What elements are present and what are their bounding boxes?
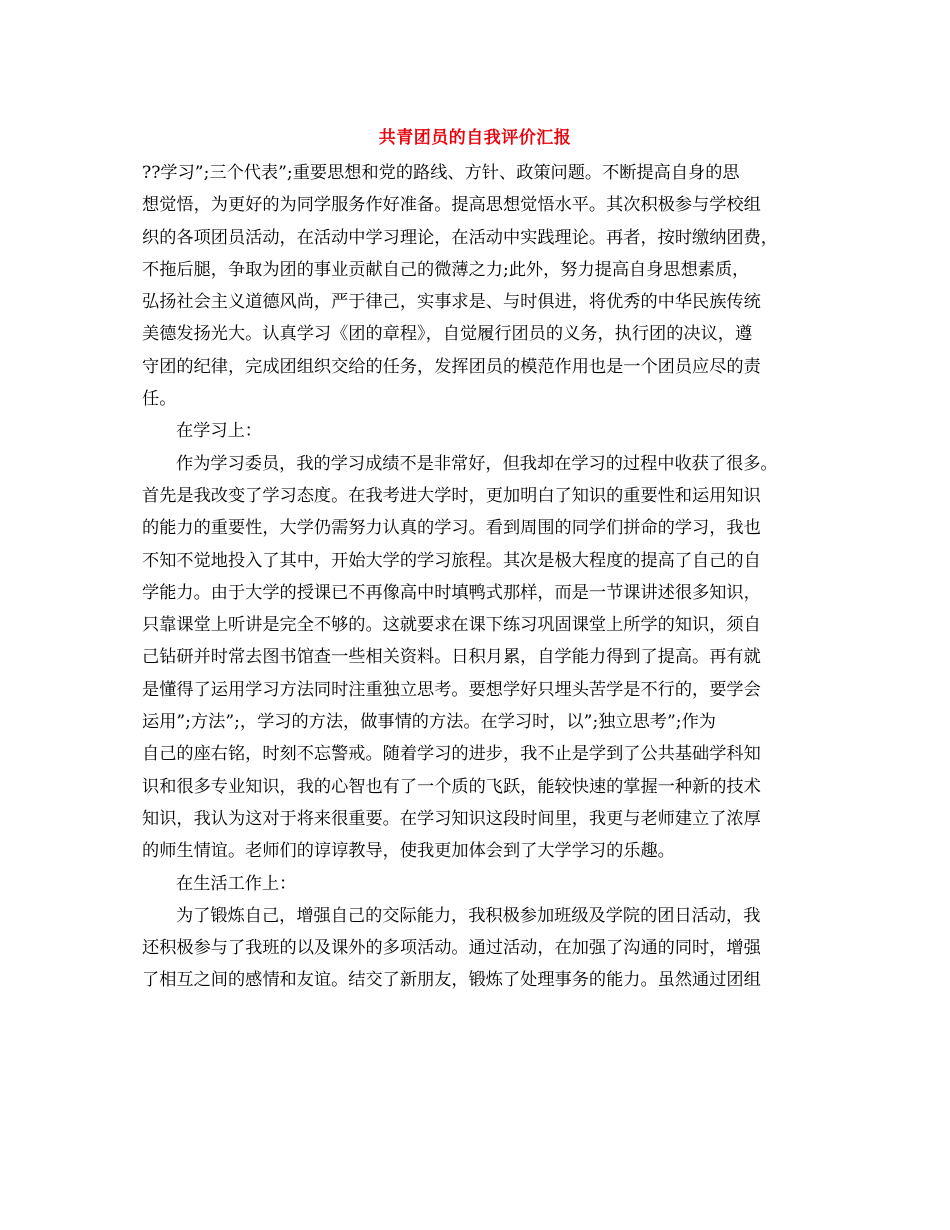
text-line: 不知不觉地投入了其中，开始大学的学习旅程。其次是极大程度的提高了自己的自 [142, 550, 761, 571]
text-line: 的能力的重要性，大学仍需努力认真的学习。看到周围的同学们拼命的学习，我也 [142, 518, 761, 539]
text-line: 任。 [142, 389, 177, 410]
text-line: 运用”;方法”;，学习的方法，做事情的方法。在学习时，以”;独立思考”;作为 [142, 712, 716, 733]
text-line: 作为学习委员，我的学习成绩不是非常好，但我却在学习的过程中收获了很多。 [176, 453, 778, 474]
text-line: 不拖后腿，争取为团的事业贡献自己的微薄之力;此外，努力提高自身思想素质， [142, 259, 750, 280]
text-line: 识和很多专业知识，我的心智也有了一个质的飞跃，能较快速的掌握一种新的技术 [142, 776, 761, 797]
document-title: 共青团员的自我评价汇报 [378, 128, 572, 148]
text-line: 自己的座右铭，时刻不忘警戒。随着学习的进步，我不止是学到了公共基础学科知 [142, 744, 761, 765]
text-line: 只靠课堂上听讲是完全不够的。这就要求在课下练习巩固课堂上所学的知识，须自 [142, 615, 761, 636]
text-line: 美德发扬光大。认真学习《团的章程》，自觉履行团员的义务，执行团的决议，遵 [142, 324, 753, 345]
section-heading-life-work: 在生活工作上： [176, 873, 297, 894]
text-line: 弘扬社会主义道德风尚，严于律己，实事求是、与时俱进，将优秀的中华民族传统 [142, 292, 761, 313]
text-line: 还积极参与了我班的以及课外的多项活动。通过活动，在加强了沟通的同时，增强 [142, 938, 761, 959]
text-line: 想觉悟，为更好的为同学服务作好准备。提高思想觉悟水平。其次积极参与学校组 [142, 195, 761, 216]
text-line: 的师生情谊。老师们的谆谆教导，使我更加体会到了大学学习的乐趣。 [142, 841, 675, 862]
text-line: 守团的纪律，完成团组织交给的任务，发挥团员的模范作用也是一个团员应尽的责 [142, 356, 761, 377]
text-line: 织的各项团员活动，在活动中学习理论，在活动中实践理论。再者，按时缴纳团费， [142, 227, 778, 248]
text-line: 首先是我改变了学习态度。在我考进大学时，更加明白了知识的重要性和运用知识 [142, 485, 761, 506]
text-line: 知识，我认为这对于将来很重要。在学习知识这段时间里，我更与老师建立了浓厚 [142, 808, 761, 829]
text-line: 为了锻炼自己，增强自己的交际能力，我积极参加班级及学院的团日活动，我 [176, 905, 761, 926]
text-line: 是懂得了运用学习方法同时注重独立思考。要想学好只埋头苦学是不行的，要学会 [142, 679, 761, 700]
text-line: 学能力。由于大学的授课已不再像高中时填鸭式那样，而是一节课讲述很多知识， [142, 582, 761, 603]
text-line: 己钻研并时常去图书馆查一些相关资料。日积月累，自学能力得到了提高。再有就 [142, 647, 761, 668]
text-line: 了相互之间的感情和友谊。结交了新朋友，锻炼了处理事务的能力。虽然通过团组 [142, 970, 761, 991]
document-body [142, 157, 824, 997]
section-heading-study: 在学习上： [176, 421, 262, 442]
text-line: ??学习”;三个代表”;重要思想和党的路线、方针、政策问题。不断提高自身的思 [142, 163, 740, 183]
